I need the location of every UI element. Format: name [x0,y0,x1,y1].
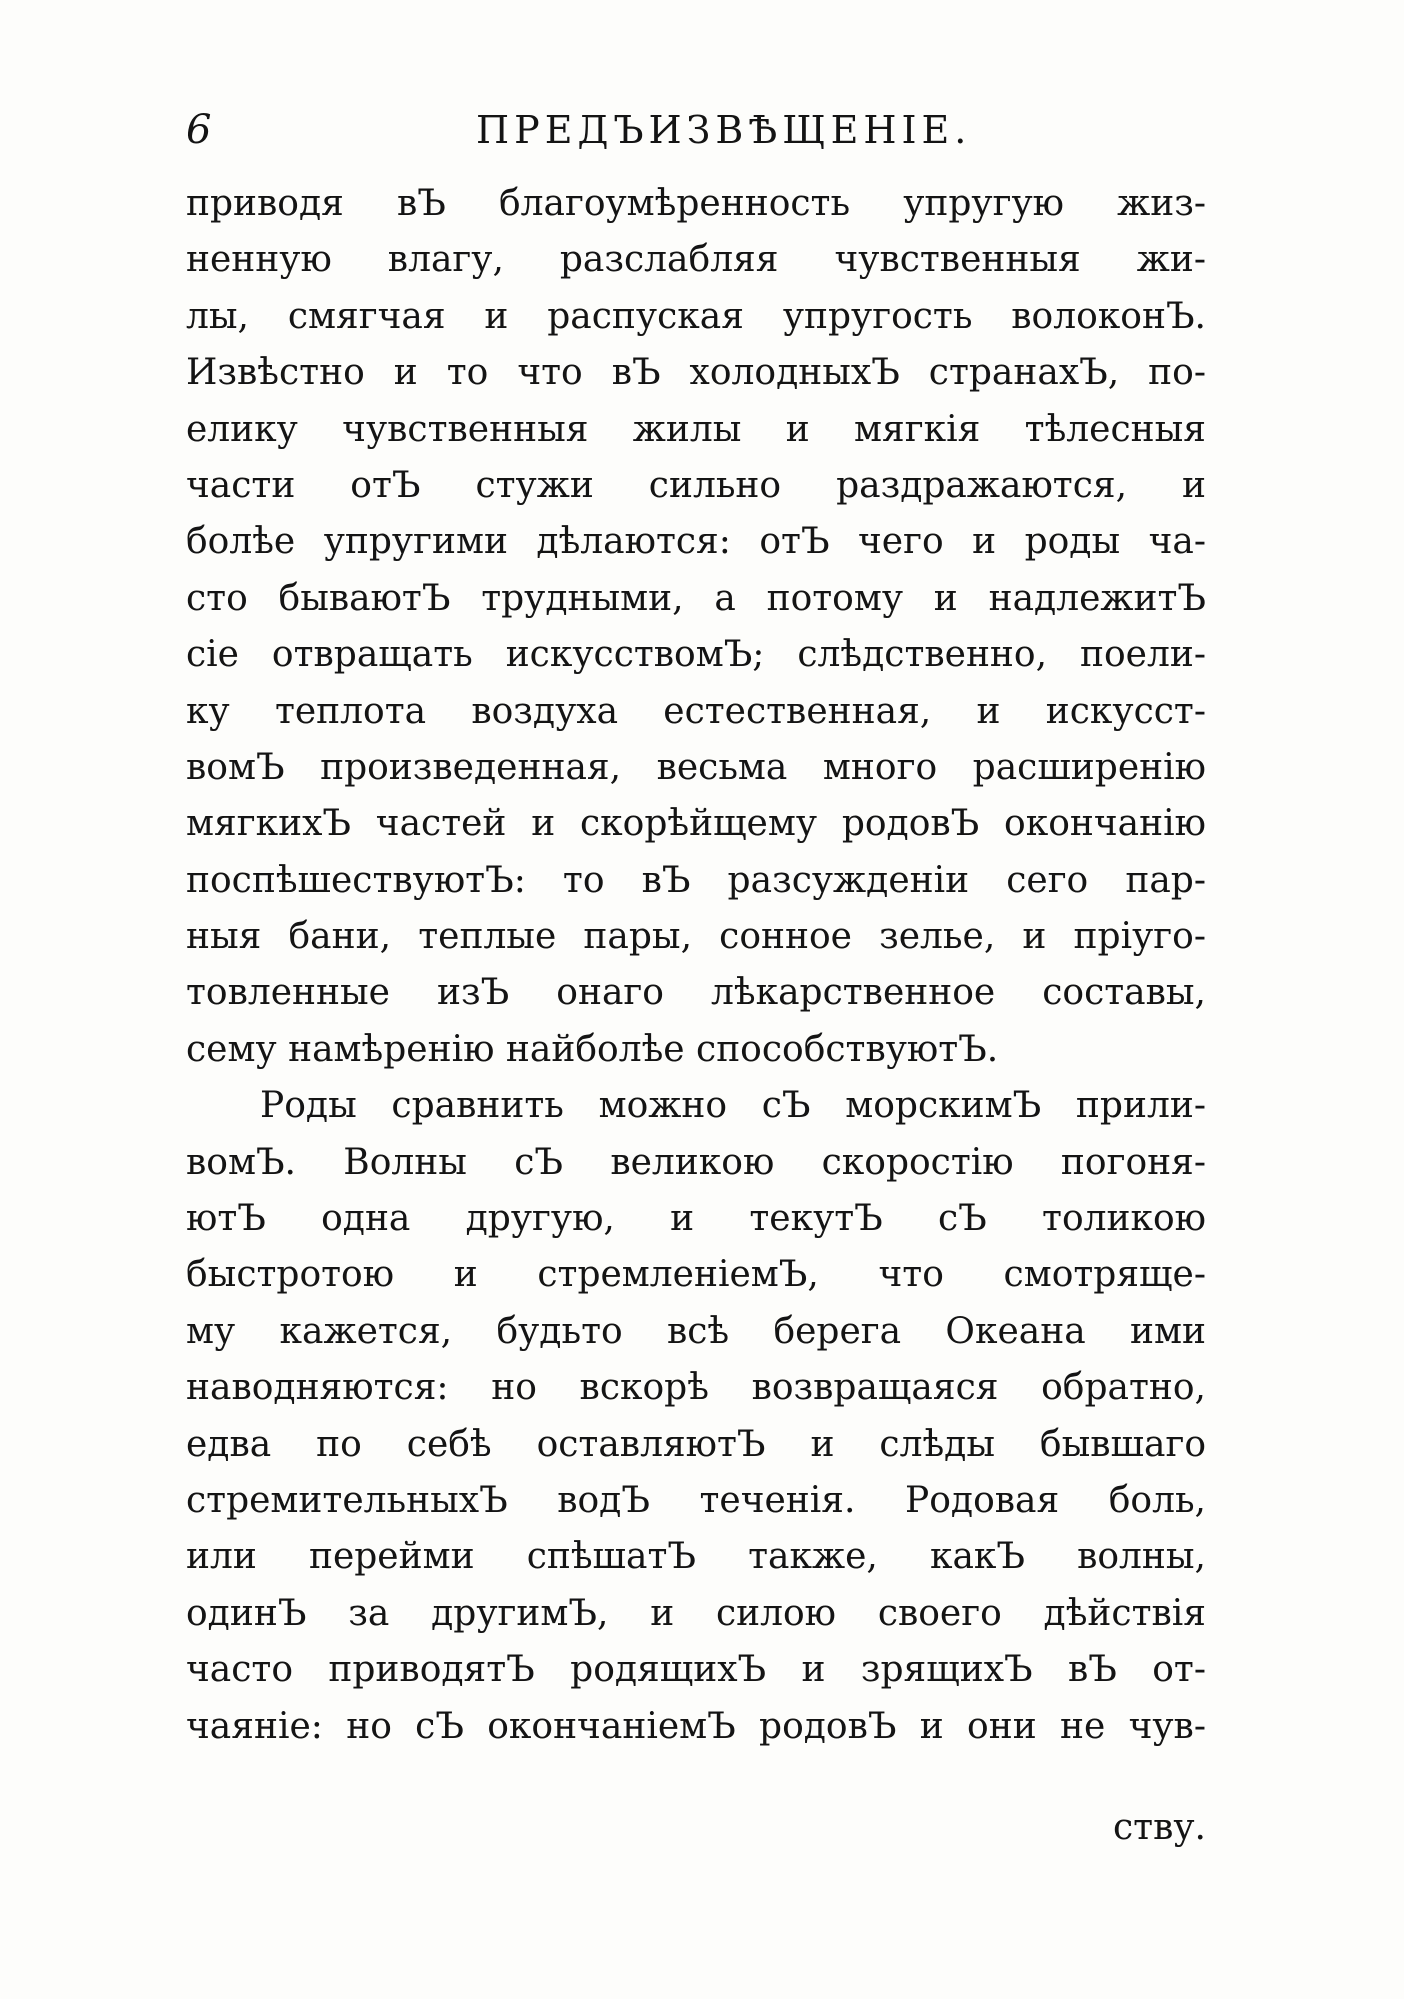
text-line: сто бываютЪ трудными, а потому и надлежитЪ [186,577,1206,619]
text-line: сему намѣренію найболѣе способствуютЪ. [186,1028,999,1070]
text-line: стремительныхЪ водЪ теченія. Родовая боль, [186,1479,1206,1521]
text-line: ныя бани, теплые пары, сонное зелье, и пріуго- [186,916,1206,958]
text-line: мягкихЪ частей и скорѣйщему родовЪ окончанію [186,803,1206,845]
text-line: часто приводятЪ родящихЪ и зрящихЪ вЪ от- [186,1649,1206,1691]
text-line: едва по себѣ оставляютЪ и слѣды бывшаго [186,1423,1206,1465]
text-line: сіе отвращать искусствомЪ; слѣдственно, поели- [186,634,1206,676]
text-line: ненную влагу, разслабляя чувственныя жи- [186,239,1206,281]
text-line: му кажется, будьто всѣ берега Океана ими [186,1310,1206,1352]
running-title: ПРЕДЪИЗВѢЩЕНІЕ. [476,108,972,152]
text-line: быстротою и стремленіемЪ, что смотряще- [186,1254,1206,1296]
text-line: или перейми спѣшатЪ также, какЪ волны, [186,1536,1206,1578]
text-line: ютЪ одна другую, и текутЪ сЪ толикою [186,1198,1206,1240]
text-line: вомЪ произведенная, весьма много расширенію [186,746,1206,788]
text-line: ку теплота воздуха естественная, и искусст- [186,690,1206,732]
catchword: ству. [1113,1807,1206,1848]
running-head [186,100,1206,160]
text-line: елику чувственныя жилы и мягкія тѣлесныя [186,408,1206,450]
paragraph-1 [186,176,1206,1078]
text-line: чаяніе: но сЪ окончаніемЪ родовЪ и они не чув- [186,1705,1206,1747]
text-line: приводя вЪ благоумѣренность упругую жиз- [186,183,1206,224]
paragraph-2 [186,1078,1206,1755]
text-line: поспѣшествуютЪ: то вЪ разсужденіи сего пар- [186,859,1206,901]
text-line: товленные изЪ онаго лѣкарственное составы, [186,972,1206,1014]
page-number: 6 [186,107,212,153]
text-line: одинЪ за другимЪ, и силою своего дѣйствія [186,1592,1206,1634]
text-line: наводняются: но вскорѣ возвращаяся обратно, [186,1367,1206,1409]
body-text [186,176,1206,1755]
text-line: Роды сравнить можно сЪ морскимЪ прили- [260,1085,1206,1127]
text-line: части отЪ стужи сильно раздражаются, и [186,464,1206,506]
text-line: Извѣстно и то что вЪ холодныхЪ странахЪ, по- [186,352,1206,394]
text-line: вомЪ. Волны сЪ великою скоростію погоня- [186,1141,1206,1183]
text-line: лы, смягчая и распуская упругость волоконЪ. [186,295,1206,337]
text-line: болѣе упругими дѣлаются: отЪ чего и роды ча- [186,521,1206,563]
